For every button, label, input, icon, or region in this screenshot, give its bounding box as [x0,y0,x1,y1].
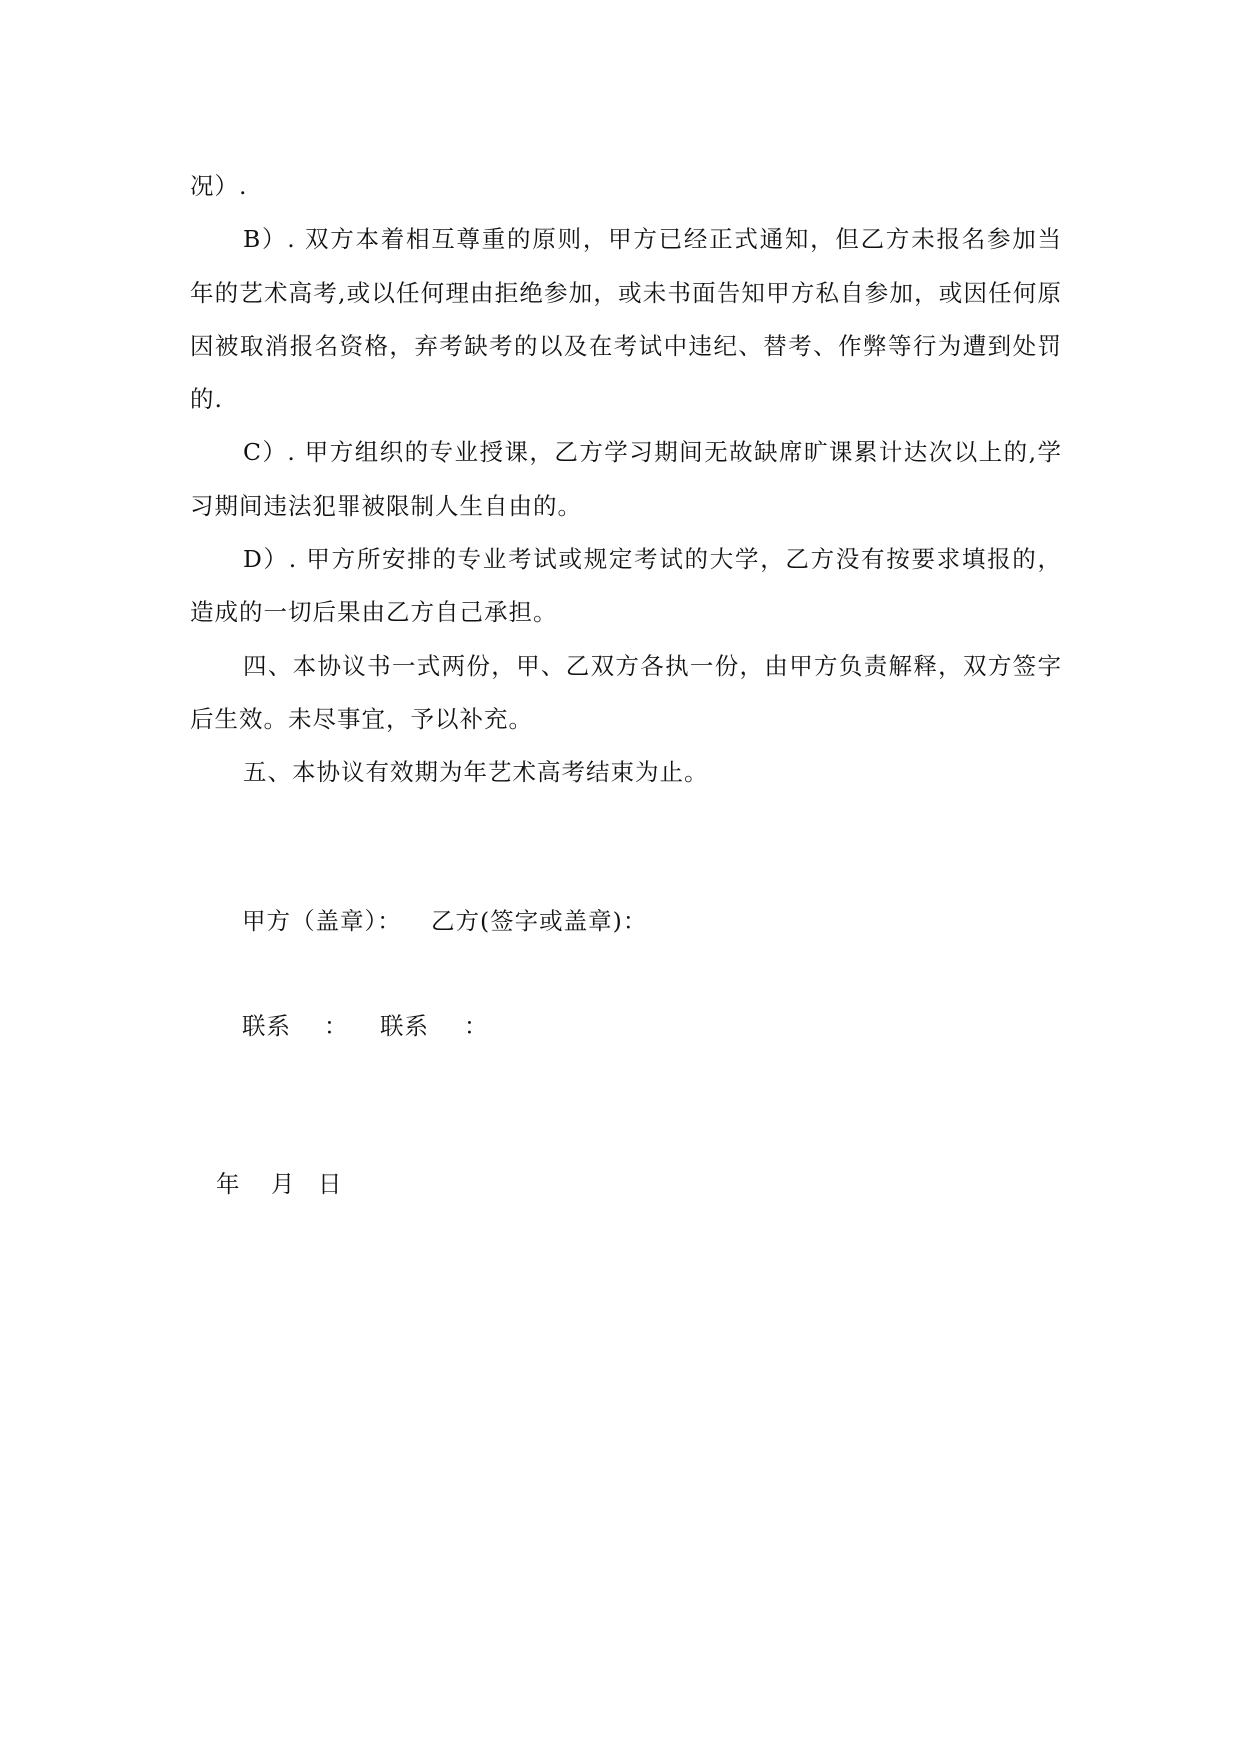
date-year-label: 年 [216,1170,241,1198]
document-body [190,160,1062,800]
date-month-label: 月 [271,1170,296,1198]
paragraph-article-four: 四、本协议书一式两份，甲、乙双方各执一份，由甲方负责解释，双方签字后生效。未尽事宜，予以补充。 [190,651,1062,733]
party-b-contact-colon: ： [464,1012,489,1040]
party-a-seal-label: 甲方（盖章）： [242,907,402,935]
party-b-contact-label: 联系 [380,1012,429,1040]
date-day-label: 日 [318,1170,343,1198]
paragraph-clause-b: B）. 双方本着相互尊重的原则，甲方已经正式通知，但乙方未报名参加当年的艺术高考,或以任何理由拒绝参加，或未书面告知甲方私自参加，或因任何原因被取消报名资格，弃考缺考的以及在考试中违纪、替考、作弊等行为遭到处罚的. [190,225,1062,414]
paragraph-continuation: 况）. [190,172,248,200]
paragraph-article-five: 五、本协议有效期为年艺术高考结束为止。 [243,758,709,787]
party-b-signature-label: 乙方(签字或盖章)： [431,907,648,935]
party-a-contact-colon: ： [324,1012,349,1040]
party-a-contact-label: 联系 [242,1012,291,1040]
paragraph-clause-d: D）. 甲方所安排的专业考试或规定考试的大学，乙方没有按要求填报的，造成的一切后果由乙方自己承担。 [190,545,1062,627]
paragraph-clause-c: C）. 甲方组织的专业授课，乙方学习期间无故缺席旷课累计达次以上的,学习期间违法犯罪被限制人生自由的。 [190,438,1062,520]
